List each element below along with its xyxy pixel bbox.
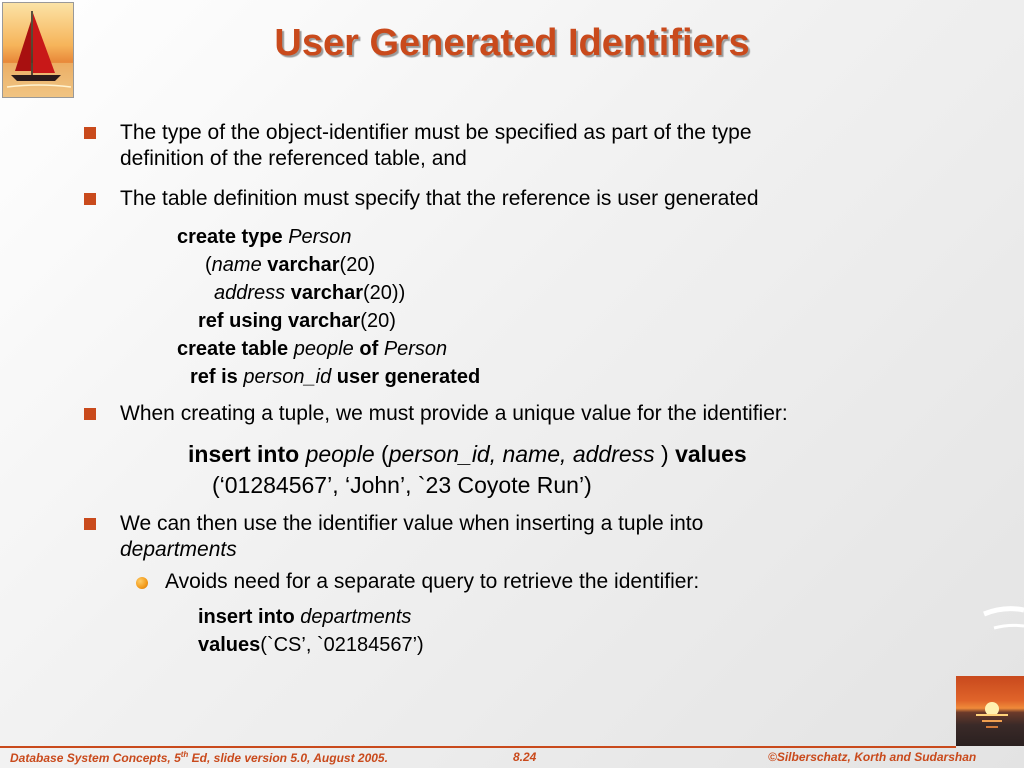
sunset-image [956, 676, 1024, 746]
code-line: (name varchar(20) [205, 254, 376, 276]
bullet-text: The type of the object-identifier must be specified as part of the type definition of the referenced table, and [120, 121, 752, 170]
sub-bullet-dot [136, 577, 148, 589]
bullet-square [84, 127, 96, 139]
sub-bullet-text: Avoids need for a separate query to retrieve the identifier: [165, 570, 700, 593]
bullet-text: When creating a tuple, we must provide a unique value for the identifier: [120, 402, 788, 425]
code-line: values(`CS’, `02184567’) [198, 634, 424, 656]
code-line: create table people of Person [177, 338, 448, 360]
code-line: (‘01284567’, ‘John’, `23 Coyote Run’) [212, 472, 592, 498]
code-line: ref is person_id user generated [190, 366, 481, 388]
footer-left: Database System Concepts, 5th Ed, slide version 5.0, August 2005. [10, 750, 388, 765]
slide-title: User Generated Identifiers [274, 22, 750, 64]
code-line: insert into people (person_id, name, address ) values [188, 441, 747, 467]
code-line: ref using varchar(20) [198, 310, 396, 332]
bullet-square [84, 518, 96, 530]
footer-copyright: ©Silberschatz, Korth and Sudarshan [768, 750, 977, 764]
swoosh-decoration-icon [964, 600, 1024, 660]
footer-page-number: 8.24 [513, 750, 537, 764]
code-line: create type Person [177, 226, 352, 248]
code-line: address varchar(20)) [214, 282, 406, 304]
bullet-text: We can then use the identifier value when inserting a tuple into departments [120, 512, 704, 561]
bullet-square [84, 408, 96, 420]
bullet-text: The table definition must specify that the reference is user generated [120, 187, 759, 210]
code-line: insert into departments [198, 606, 412, 628]
sunset-icon [956, 676, 1024, 746]
footer-divider [0, 746, 956, 748]
bullet-square [84, 193, 96, 205]
